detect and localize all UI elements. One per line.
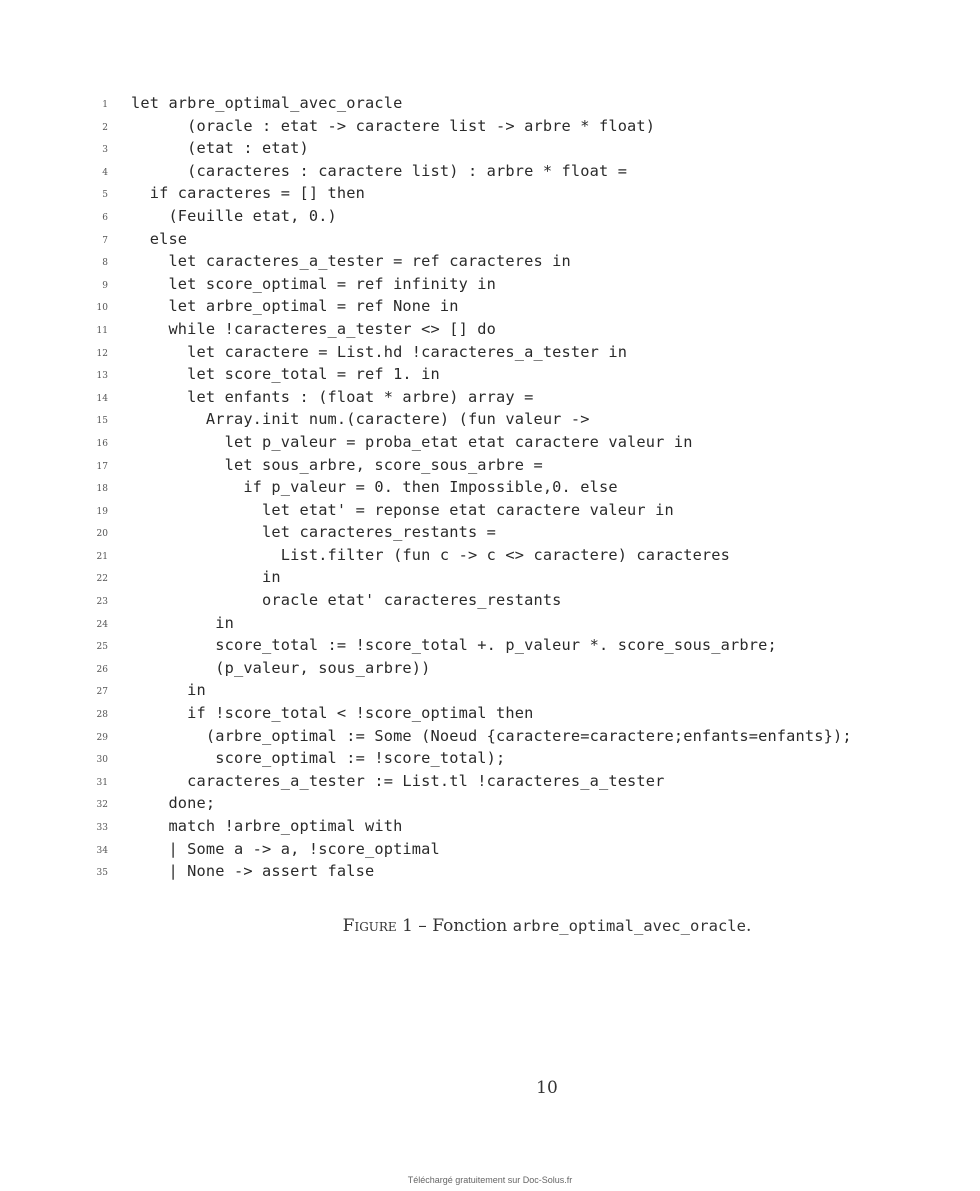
code-line [0,476,980,499]
line-number: 23 [96,597,108,608]
code-line [0,318,980,341]
line-number: 12 [96,348,108,359]
line-number: 16 [96,438,108,449]
line-code: let p_valeur = proba_etat etat caractere valeur in [131,432,693,451]
code-line [0,747,980,770]
code-line [0,589,980,612]
code-line [0,454,980,477]
line-number: 10 [96,303,108,314]
code-line [0,273,980,296]
code-listing [0,92,980,883]
line-code: let score_total = ref 1. in [131,365,440,384]
line-number: 22 [96,574,108,585]
line-code: if p_valeur = 0. then Impossible,0. else [131,478,618,497]
caption-separator: – Fonction [412,916,513,936]
code-line [0,363,980,386]
line-code: let etat' = reponse etat caractere valeur in [131,500,674,519]
caption-end: . [745,916,752,936]
code-line [0,521,980,544]
line-number: 9 [102,280,108,291]
line-code: Array.init num.(caractere) (fun valeur -> [131,410,590,429]
code-line [0,860,980,883]
code-line [0,770,980,793]
code-line [0,92,980,115]
line-number: 13 [96,371,108,382]
code-line [0,612,980,635]
line-number: 18 [96,484,108,495]
figure-caption [0,916,980,936]
line-code: in [131,568,281,587]
line-code: (p_valeur, sous_arbre)) [131,658,431,677]
line-code: (arbre_optimal := Some (Noeud {caractere=caractere;enfants=enfants}); [131,726,852,745]
line-number: 19 [96,506,108,517]
code-line [0,137,980,160]
code-line [0,792,980,815]
code-line [0,815,980,838]
line-code: let enfants : (float * arbre) array = [131,387,534,406]
code-line [0,250,980,273]
line-code: in [131,681,206,700]
line-code: let arbre_optimal = ref None in [131,297,459,316]
line-number: 33 [96,823,108,833]
line-number: 14 [96,393,108,404]
code-line [0,499,980,522]
line-code: in [131,613,234,632]
code-line [0,838,980,861]
code-line [0,295,980,318]
caption-function-name: arbre_optimal_avec_oracle [512,917,746,935]
line-code: caracteres_a_tester := List.tl !caracteres_a_tester [131,771,665,790]
line-number: 11 [96,325,108,336]
line-number: 6 [102,212,108,223]
line-number: 35 [96,868,108,879]
caption-label: Figure 1 [342,916,413,936]
line-number: 24 [96,619,108,630]
line-code: | None -> assert false [131,862,375,881]
page-number: 10 [536,1078,558,1098]
line-number: 27 [96,687,108,698]
code-line [0,679,980,702]
line-code: let caracteres_restants = [131,523,497,542]
code-line [0,408,980,431]
line-number: 20 [96,529,108,540]
line-number: 25 [96,642,108,653]
line-number: 3 [102,145,108,156]
code-line [0,341,980,364]
code-line [0,702,980,725]
line-number: 32 [96,800,108,811]
line-number: 30 [96,755,108,766]
line-code: score_optimal := !score_total); [131,749,506,768]
code-line [0,182,980,205]
code-line [0,657,980,680]
line-code: (caracteres : caractere list) : arbre * float = [131,161,628,180]
code-line [0,634,980,657]
line-number: 8 [102,258,108,269]
line-code: List.filter (fun c -> c <> caractere) caracteres [131,545,731,564]
line-code: let caractere = List.hd !caracteres_a_tester in [131,342,628,361]
line-code: let arbre_optimal_avec_oracle [131,94,403,112]
line-number: 31 [96,777,108,788]
code-line [0,386,980,409]
line-code: while !caracteres_a_tester <> [] do [131,319,497,338]
line-number: 4 [102,167,108,178]
code-line [0,205,980,228]
code-line [0,160,980,183]
line-number: 15 [96,416,108,427]
line-number: 2 [102,122,108,133]
code-line [0,725,980,748]
line-number: 21 [96,551,108,562]
line-number: 1 [102,100,108,110]
line-number: 34 [96,845,108,856]
line-code: | Some a -> a, !score_optimal [131,839,440,858]
line-code: (Feuille etat, 0.) [131,206,337,225]
line-code: else [131,229,188,248]
line-code: let caracteres_a_tester = ref caracteres in [131,252,571,271]
line-code: (oracle : etat -> caractere list -> arbre * float) [131,116,656,135]
footer-note: Téléchargé gratuitement sur Doc-Solus.fr [407,1175,573,1185]
line-code: done; [131,794,216,813]
line-code: let sous_arbre, score_sous_arbre = [131,455,543,474]
line-number: 28 [96,710,108,721]
code-line [0,431,980,454]
line-number: 5 [102,190,108,201]
line-code: if !score_total < !score_optimal then [131,704,534,723]
line-code: if caracteres = [] then [131,184,365,203]
code-line [0,228,980,251]
line-code: let score_optimal = ref infinity in [131,274,497,293]
code-line [0,544,980,567]
line-code: oracle etat' caracteres_restants [131,591,562,610]
code-line [0,566,980,589]
line-number: 17 [96,461,108,472]
line-code: (etat : etat) [131,139,309,158]
line-number: 26 [96,664,108,675]
line-code: match !arbre_optimal with [131,817,403,835]
line-number: 29 [96,732,108,743]
line-number: 7 [102,235,108,246]
line-code: score_total := !score_total +. p_valeur *. score_sous_arbre; [131,636,777,655]
code-line [0,115,980,138]
